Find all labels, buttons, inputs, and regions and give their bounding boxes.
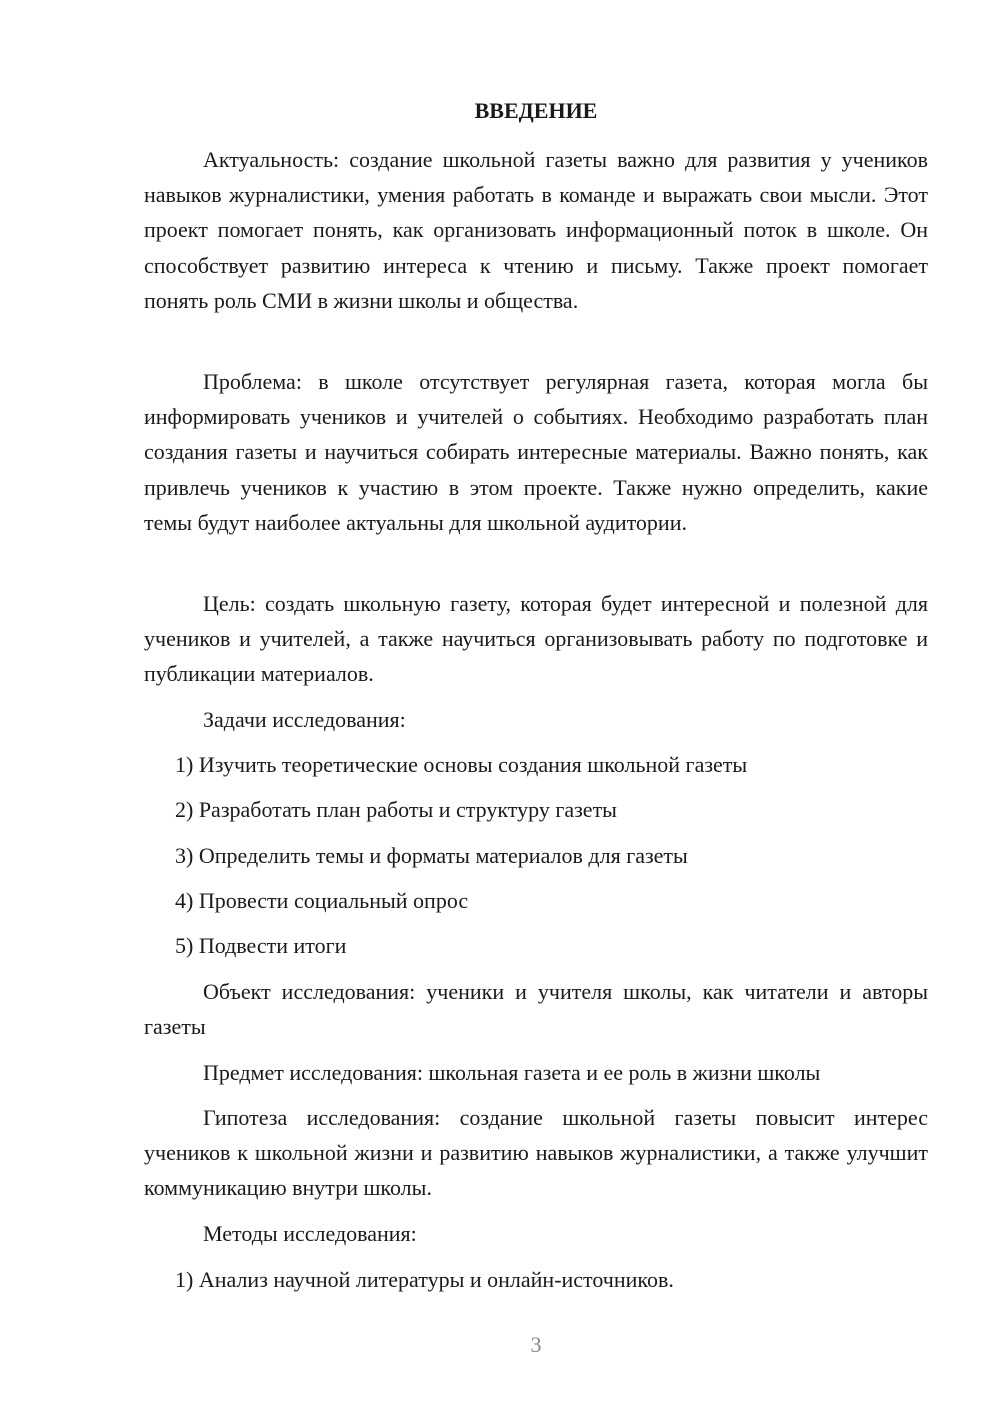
methods-title: Методы исследования: [203, 1221, 417, 1246]
method-item-1: 1) Анализ научной литературы и онлайн-источников. [175, 1267, 674, 1292]
paragraph-hypothesis: Гипотеза исследования: создание школьной газеты повысит интерес учеников к школьной жизни и развитию навыков журналистики, а также улучшит коммуникацию внутри школы. [144, 1105, 928, 1201]
paragraph-relevance: Актуальность: создание школьной газеты важно для развития у учеников навыков журналистики, умения работать в команде и выражать свои мысли. Этот проект помогает понять, как организовать информационный поток в школе. Он способствует развитию интереса к чтению и письму. Также проект помогает понять роль СМИ в жизни школы и общества. [144, 147, 928, 313]
tasks-title: Задачи исследования: [203, 707, 406, 732]
task-item-4: 4) Провести социальный опрос [175, 888, 469, 913]
paragraph-subject: Предмет исследования: школьная газета и ее роль в жизни школы [203, 1060, 821, 1085]
paragraph-object: Объект исследования: ученики и учителя школы, как читатели и авторы газеты [144, 979, 928, 1040]
section-heading: ВВЕДЕНИЕ [474, 98, 598, 123]
task-item-5: 5) Подвести итоги [175, 933, 347, 958]
task-item-1: 1) Изучить теоретические основы создания школьной газеты [175, 752, 748, 777]
task-item-2: 2) Разработать план работы и структуру газеты [175, 797, 617, 822]
task-item-3: 3) Определить темы и форматы материалов для газеты [175, 843, 688, 868]
paragraph-goal: Цель: создать школьную газету, которая будет интересной и полезной для учеников и учителей, а также научиться организовывать работу по подготовке и публикации материалов. [144, 591, 928, 687]
page-number: 3 [530, 1332, 542, 1357]
paragraph-problem: Проблема: в школе отсутствует регулярная газета, которая могла бы информировать учеников и учителей о событиях. Необходимо разработать план создания газеты и научиться собирать интересные материалы. Важно понять, как привлечь учеников к участию в этом проекте. Также нужно определить, какие темы будут наиболее актуальны для школьной аудитории. [144, 369, 928, 535]
